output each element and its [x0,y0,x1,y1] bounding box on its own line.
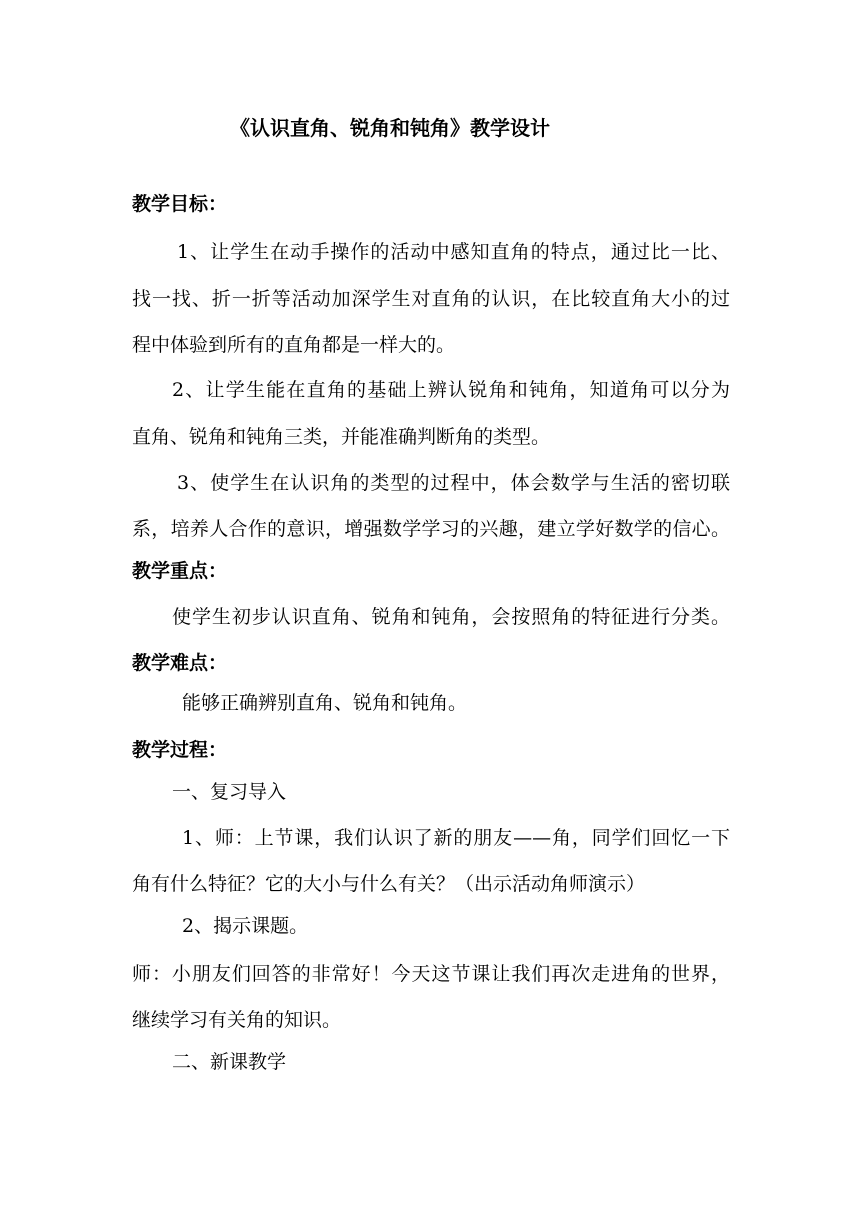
objective-2-line-1: 2、让学生能在直角的基础上辨认锐角和钝角，知道角可以分为 [172,379,730,401]
teacher-line-1: 师：小朋友们回答的非常好！今天这节课让我们再次走进角的世界， [132,963,730,985]
difficulties-heading: 教学难点： [132,652,228,674]
section-1-heading: 一、复习导入 [172,781,287,803]
key-points-heading: 教学重点： [132,560,228,582]
objective-3-line-2: 系，培养人合作的意识，增强数学学习的兴趣，建立学好数学的信心。 [132,518,730,540]
objective-3-line-1: 3、使学生在认识角的类型的过程中，体会数学与生活的密切联 [177,472,730,494]
objective-1-line-3: 程中体验到所有的直角都是一样大的。 [132,334,456,356]
difficulties-text: 能够正确辨别直角、锐角和钝角。 [182,692,468,714]
process-heading: 教学过程： [132,739,228,761]
teacher-line-2: 继续学习有关角的知识。 [132,1009,342,1031]
section-2-heading: 二、新课教学 [172,1051,287,1073]
key-points-text: 使学生初步认识直角、锐角和钝角，会按照角的特征进行分类。 [172,606,730,628]
step-1-line-2: 角有什么特征？它的大小与什么有关？（出示活动角师演示） [132,873,646,895]
step-1-line-1: 1、师：上节课，我们认识了新的朋友——角，同学们回忆一下 [182,827,730,849]
document-title: 《认识直角、锐角和钝角》教学设计 [230,116,550,140]
objective-1-line-1: 1、让学生在动手操作的活动中感知直角的特点，通过比一比、 [177,241,730,263]
objective-1-line-2: 找一找、折一折等活动加深学生对直角的认识，在比较直角大小的过 [132,288,730,310]
objective-2-line-2: 直角、锐角和钝角三类，并能准确判断角的类型。 [132,426,551,448]
step-2: 2、揭示课题。 [182,915,309,937]
objectives-heading: 教学目标： [132,193,228,215]
